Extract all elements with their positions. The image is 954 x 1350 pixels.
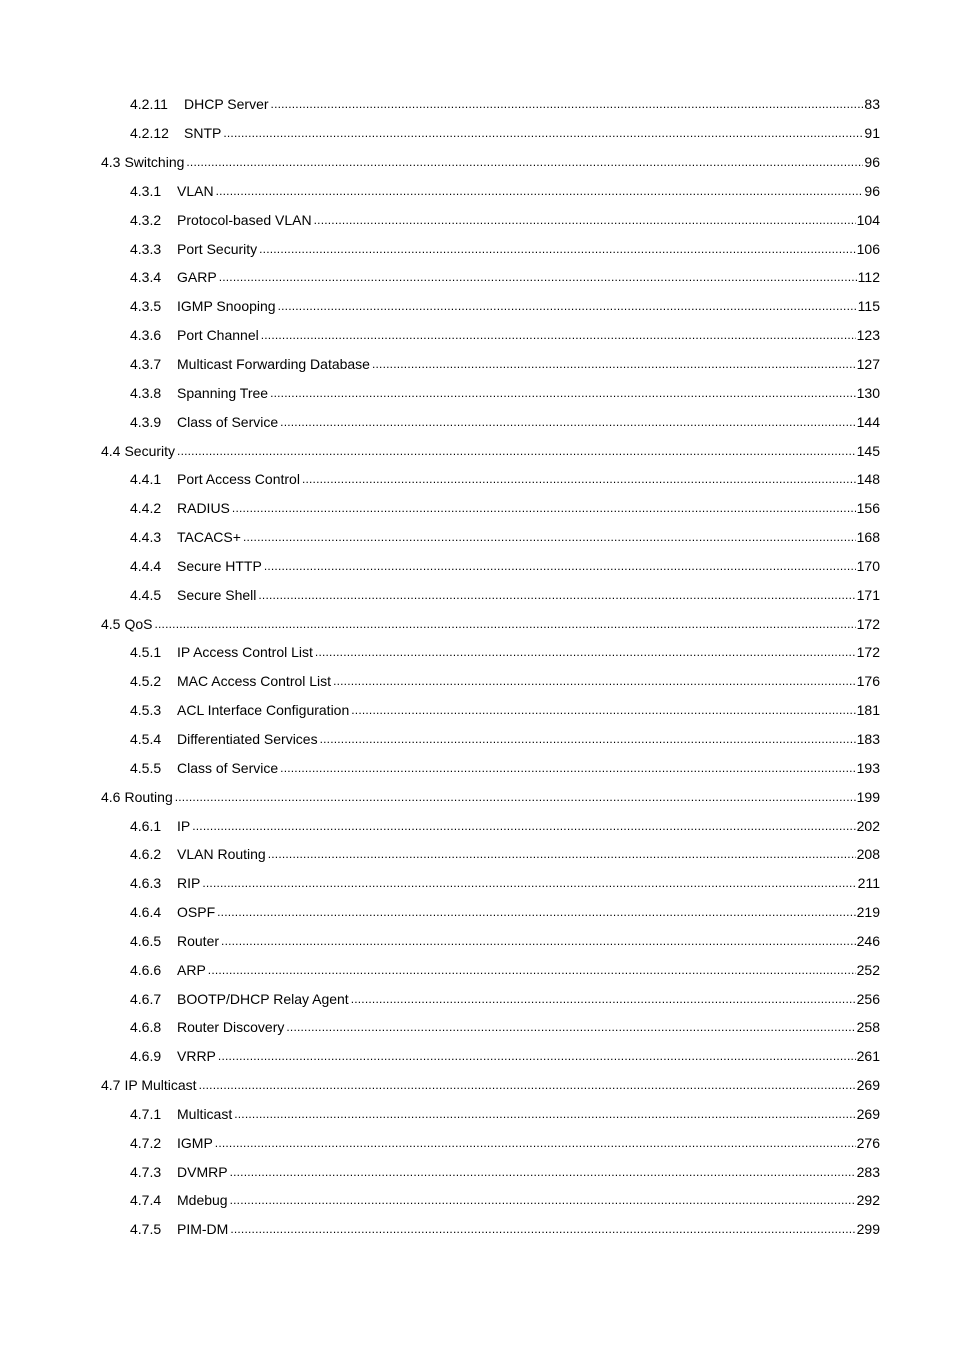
toc-dot-leader — [302, 472, 856, 486]
toc-entry-number: 4.7.5 — [130, 1221, 162, 1238]
toc-subsection-entry[interactable] — [0, 898, 954, 927]
toc-entry-number: 4.4.3 — [130, 529, 162, 546]
toc-subsection-entry[interactable] — [0, 321, 954, 350]
toc-dot-leader — [154, 617, 855, 631]
toc-entry-number: 4.6 — [101, 788, 121, 805]
toc-entry-title: SNTP — [184, 125, 222, 142]
toc-entry-title: VLAN — [177, 182, 214, 199]
toc-subsection-entry[interactable] — [0, 1100, 954, 1129]
toc-entry-page-number: 183 — [856, 730, 880, 747]
toc-entry-title: Spanning Tree — [177, 384, 269, 401]
toc-entry-page-number: 170 — [856, 557, 880, 574]
toc-entry-page-number: 276 — [856, 1134, 880, 1151]
toc-entry-title: BOOTP/DHCP Relay Agent — [177, 990, 349, 1007]
toc-entry-page-number: 246 — [856, 932, 880, 949]
toc-subsection-entry[interactable] — [0, 90, 954, 119]
toc-entry-title: IP Multicast — [124, 1077, 197, 1094]
toc-entry-number: 4.5 — [101, 615, 121, 632]
toc-dot-leader — [351, 992, 856, 1006]
toc-entry-number: 4.5.2 — [130, 673, 162, 690]
toc-subsection-entry[interactable] — [0, 465, 954, 494]
toc-entry-number: 4.2.12 — [130, 125, 169, 142]
toc-section-entry[interactable] — [0, 1071, 954, 1100]
toc-entry-number: 4.6.4 — [130, 904, 162, 921]
toc-dot-leader — [264, 559, 856, 573]
toc-section-entry[interactable] — [0, 782, 954, 811]
toc-entry-page-number: 261 — [856, 1048, 880, 1065]
toc-entry-page-number: 256 — [856, 990, 880, 1007]
toc-dot-leader — [278, 299, 857, 313]
toc-entry-number: 4.6.7 — [130, 990, 162, 1007]
toc-entry-title: Class of Service — [177, 759, 279, 776]
toc-entry-title: RIP — [177, 875, 201, 892]
toc-entry-page-number: 171 — [856, 586, 880, 603]
toc-subsection-entry[interactable] — [0, 840, 954, 869]
toc-entry-page-number: 96 — [864, 154, 880, 171]
toc-dot-leader — [351, 703, 855, 717]
toc-subsection-entry[interactable] — [0, 407, 954, 436]
toc-entry-number: 4.3.4 — [130, 269, 162, 286]
toc-entry-number: 4.3.6 — [130, 327, 162, 344]
toc-entry-title: Router — [177, 932, 220, 949]
toc-entry-page-number: 83 — [864, 96, 880, 113]
toc-entry-page-number: 104 — [856, 211, 880, 228]
toc-dot-leader — [230, 1165, 856, 1179]
toc-entry-page-number: 172 — [856, 644, 880, 661]
toc-entry-page-number: 144 — [856, 413, 880, 430]
toc-entry-number: 4.3.7 — [130, 356, 162, 373]
toc-entry-page-number: 193 — [856, 759, 880, 776]
toc-entry-number: 4.4.1 — [130, 471, 162, 488]
toc-subsection-entry[interactable] — [0, 523, 954, 552]
toc-entry-number: 4.7.1 — [130, 1105, 162, 1122]
toc-entry-number: 4.6.3 — [130, 875, 162, 892]
table-of-contents — [0, 90, 954, 1244]
toc-dot-leader — [215, 1136, 856, 1150]
toc-subsection-entry[interactable] — [0, 378, 954, 407]
toc-entry-number: 4.6.6 — [130, 961, 162, 978]
toc-entry-page-number: 269 — [856, 1105, 880, 1122]
toc-subsection-entry[interactable] — [0, 205, 954, 234]
toc-dot-leader — [271, 97, 864, 111]
toc-entry-title: DHCP Server — [184, 96, 269, 113]
toc-subsection-entry[interactable] — [0, 667, 954, 696]
toc-entry-title: Multicast Forwarding Database — [177, 356, 370, 373]
toc-entry-title: Switching — [124, 154, 185, 171]
toc-subsection-entry[interactable] — [0, 1042, 954, 1071]
toc-entry-page-number: 252 — [856, 961, 880, 978]
toc-entry-title: IGMP — [177, 1134, 213, 1151]
toc-entry-number: 4.4.5 — [130, 586, 162, 603]
toc-entry-page-number: 219 — [856, 904, 880, 921]
toc-entry-number: 4.3.2 — [130, 211, 162, 228]
toc-entry-title: RADIUS — [177, 500, 230, 517]
toc-subsection-entry[interactable] — [0, 263, 954, 292]
toc-dot-leader — [261, 328, 856, 342]
toc-dot-leader — [315, 645, 856, 659]
toc-entry-page-number: 145 — [856, 442, 880, 459]
toc-entry-number: 4.3.9 — [130, 413, 162, 430]
toc-entry-page-number: 269 — [856, 1077, 880, 1094]
toc-entry-number: 4.3.1 — [130, 182, 162, 199]
toc-entry-number: 4.5.1 — [130, 644, 162, 661]
toc-entry-title: IGMP Snooping — [177, 298, 276, 315]
toc-entry-number: 4.7 — [101, 1077, 121, 1094]
toc-entry-page-number: 208 — [856, 846, 880, 863]
toc-entry-number: 4.3 — [101, 154, 121, 171]
toc-dot-leader — [320, 732, 856, 746]
toc-entry-page-number: 292 — [856, 1192, 880, 1209]
toc-subsection-entry[interactable] — [0, 638, 954, 667]
toc-subsection-entry[interactable] — [0, 234, 954, 263]
toc-entry-title: VRRP — [177, 1048, 216, 1065]
toc-subsection-entry[interactable] — [0, 580, 954, 609]
toc-entry-title: Protocol-based VLAN — [177, 211, 312, 228]
toc-subsection-entry[interactable] — [0, 177, 954, 206]
toc-dot-leader — [230, 1222, 855, 1236]
toc-entry-number: 4.6.1 — [130, 817, 162, 834]
toc-subsection-entry[interactable] — [0, 984, 954, 1013]
toc-dot-leader — [258, 588, 855, 602]
toc-entry-page-number: 96 — [864, 182, 880, 199]
toc-entry-number: 4.3.5 — [130, 298, 162, 315]
toc-entry-title: Secure Shell — [177, 586, 257, 603]
toc-entry-page-number: 176 — [856, 673, 880, 690]
toc-entry-title: MAC Access Control List — [177, 673, 332, 690]
toc-dot-leader — [259, 242, 856, 256]
toc-entry-title: Router Discovery — [177, 1019, 285, 1036]
toc-subsection-entry[interactable] — [0, 1157, 954, 1186]
toc-subsection-entry[interactable] — [0, 926, 954, 955]
toc-section-entry[interactable] — [0, 148, 954, 177]
toc-entry-page-number: 299 — [856, 1221, 880, 1238]
toc-subsection-entry[interactable] — [0, 696, 954, 725]
toc-entry-title: IP Access Control List — [177, 644, 313, 661]
toc-entry-number: 4.6.9 — [130, 1048, 162, 1065]
toc-entry-title: Port Access Control — [177, 471, 300, 488]
toc-dot-leader — [216, 184, 864, 198]
toc-entry-page-number: 127 — [856, 356, 880, 373]
toc-subsection-entry[interactable] — [0, 955, 954, 984]
toc-subsection-entry[interactable] — [0, 292, 954, 321]
toc-dot-leader — [243, 530, 856, 544]
toc-subsection-entry[interactable] — [0, 1215, 954, 1244]
toc-entry-title: OSPF — [177, 904, 216, 921]
toc-entry-title: Port Channel — [177, 327, 259, 344]
toc-dot-leader — [280, 415, 855, 429]
toc-dot-leader — [199, 1078, 856, 1092]
toc-dot-leader — [217, 905, 856, 919]
toc-entry-title: IP — [177, 817, 191, 834]
toc-dot-leader — [177, 444, 856, 458]
toc-dot-leader — [219, 270, 857, 284]
toc-entry-number: 4.6.2 — [130, 846, 162, 863]
toc-subsection-entry[interactable] — [0, 811, 954, 840]
toc-dot-leader — [234, 1107, 855, 1121]
toc-subsection-entry[interactable] — [0, 725, 954, 754]
toc-entry-number: 4.4.2 — [130, 500, 162, 517]
toc-entry-page-number: 91 — [864, 125, 880, 142]
toc-subsection-entry[interactable] — [0, 753, 954, 782]
toc-entry-page-number: 168 — [856, 529, 880, 546]
toc-entry-title: QoS — [124, 615, 153, 632]
toc-entry-page-number: 115 — [857, 298, 880, 315]
toc-dot-leader — [270, 386, 856, 400]
toc-entry-number: 4.7.3 — [130, 1163, 162, 1180]
toc-entry-title: Secure HTTP — [177, 557, 262, 574]
toc-dot-leader — [232, 501, 856, 515]
toc-entry-title: Mdebug — [177, 1192, 228, 1209]
toc-entry-number: 4.5.3 — [130, 702, 162, 719]
toc-subsection-entry[interactable] — [0, 1186, 954, 1215]
toc-subsection-entry[interactable] — [0, 119, 954, 148]
toc-entry-title: Port Security — [177, 240, 258, 257]
toc-entry-number: 4.7.4 — [130, 1192, 162, 1209]
toc-dot-leader — [314, 213, 856, 227]
toc-entry-page-number: 258 — [856, 1019, 880, 1036]
toc-entry-title: Multicast — [177, 1105, 233, 1122]
toc-section-entry[interactable] — [0, 436, 954, 465]
toc-entry-title: GARP — [177, 269, 217, 286]
toc-entry-number: 4.4.4 — [130, 557, 162, 574]
toc-entry-page-number: 172 — [856, 615, 880, 632]
toc-section-entry[interactable] — [0, 609, 954, 638]
toc-entry-number: 4.3.8 — [130, 384, 162, 401]
toc-subsection-entry[interactable] — [0, 869, 954, 898]
toc-subsection-entry[interactable] — [0, 552, 954, 581]
toc-entry-number: 4.4 — [101, 442, 121, 459]
toc-entry-page-number: 123 — [856, 327, 880, 344]
toc-entry-number: 4.3.3 — [130, 240, 162, 257]
toc-entry-title: Class of Service — [177, 413, 279, 430]
toc-entry-page-number: 156 — [856, 500, 880, 517]
toc-entry-page-number: 199 — [856, 788, 880, 805]
toc-dot-leader — [192, 819, 855, 833]
toc-dot-leader — [333, 674, 856, 688]
toc-entry-page-number: 202 — [856, 817, 880, 834]
toc-dot-leader — [175, 790, 856, 804]
toc-entry-title: DVMRP — [177, 1163, 228, 1180]
toc-entry-page-number: 283 — [856, 1163, 880, 1180]
toc-dot-leader — [223, 126, 863, 140]
toc-entry-page-number: 106 — [856, 240, 880, 257]
toc-entry-title: Routing — [124, 788, 173, 805]
toc-entry-page-number: 130 — [856, 384, 880, 401]
toc-entry-title: ARP — [177, 961, 206, 978]
toc-entry-title: PIM-DM — [177, 1221, 229, 1238]
toc-dot-leader — [208, 963, 856, 977]
toc-dot-leader — [280, 761, 855, 775]
toc-entry-title: Differentiated Services — [177, 730, 318, 747]
toc-entry-number: 4.7.2 — [130, 1134, 162, 1151]
toc-dot-leader — [230, 1193, 856, 1207]
toc-entry-number: 4.6.8 — [130, 1019, 162, 1036]
toc-subsection-entry[interactable] — [0, 494, 954, 523]
toc-entry-number: 4.6.5 — [130, 932, 162, 949]
toc-entry-title: VLAN Routing — [177, 846, 266, 863]
toc-dot-leader — [286, 1020, 855, 1034]
toc-dot-leader — [202, 876, 856, 890]
toc-subsection-entry[interactable] — [0, 1013, 954, 1042]
toc-entry-page-number: 211 — [857, 875, 880, 892]
toc-subsection-entry[interactable] — [0, 350, 954, 379]
toc-dot-leader — [372, 357, 856, 371]
toc-dot-leader — [186, 155, 863, 169]
toc-dot-leader — [218, 1049, 856, 1063]
toc-entry-title: ACL Interface Configuration — [177, 702, 350, 719]
toc-subsection-entry[interactable] — [0, 1128, 954, 1157]
toc-entry-page-number: 148 — [856, 471, 880, 488]
toc-entry-number: 4.5.4 — [130, 730, 162, 747]
toc-entry-page-number: 112 — [857, 269, 880, 286]
toc-entry-number: 4.5.5 — [130, 759, 162, 776]
toc-entry-title: TACACS+ — [177, 529, 241, 546]
toc-entry-page-number: 181 — [856, 702, 880, 719]
toc-entry-title: Security — [124, 442, 176, 459]
toc-dot-leader — [221, 934, 856, 948]
toc-entry-number: 4.2.11 — [130, 96, 168, 113]
toc-dot-leader — [268, 847, 856, 861]
